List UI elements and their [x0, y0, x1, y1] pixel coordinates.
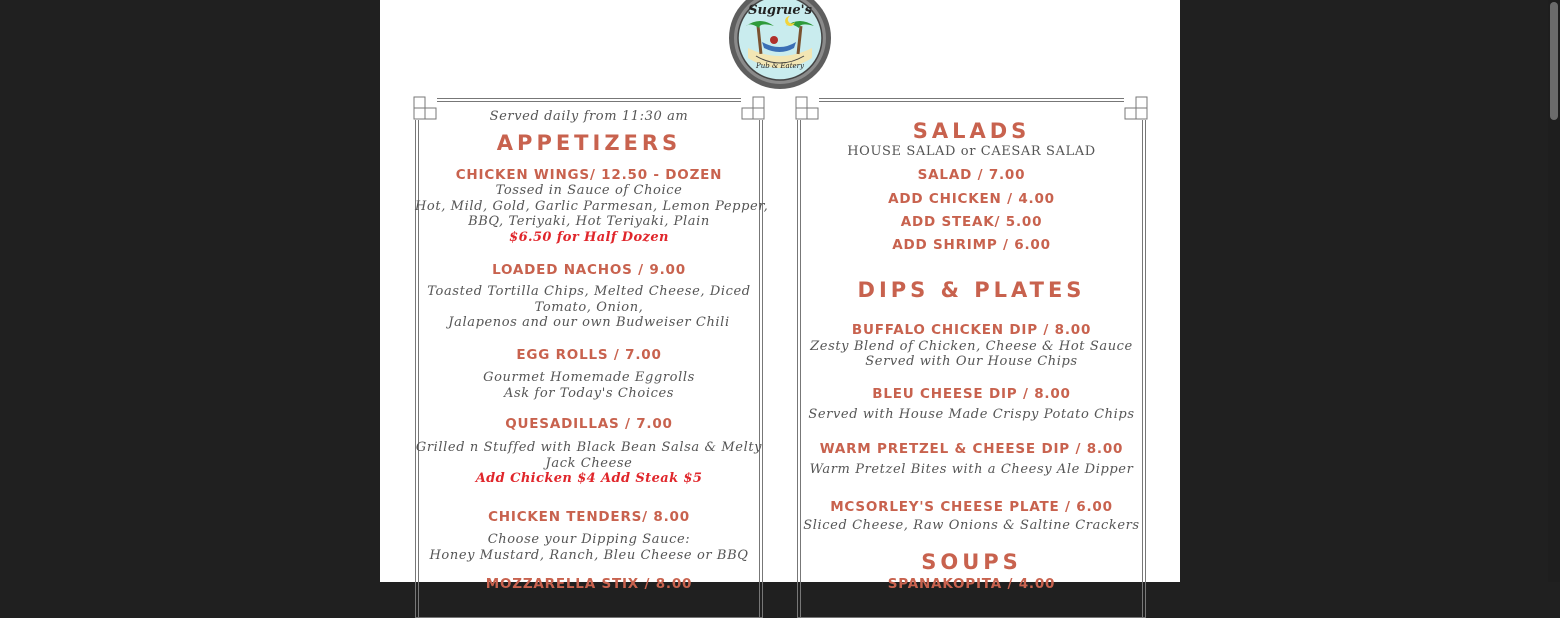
appetizers-title: APPETIZERS — [496, 131, 682, 155]
dips-title: DIPS & PLATES — [857, 278, 1086, 302]
item-description: Honey Mustard, Ranch, Bleu Cheese or BBQ — [429, 548, 749, 563]
item-egg-rolls: EGG ROLLS / 7.00 — [516, 347, 662, 363]
item-description: Choose your Dipping Sauce: — [487, 532, 691, 547]
item-loaded-nachos: LOADED NACHOS / 9.00 — [492, 262, 686, 278]
item-description: Warm Pretzel Bites with a Cheesy Ale Dipper — [809, 462, 1134, 477]
salad-add-chicken: ADD CHICKEN / 4.00 — [888, 191, 1055, 207]
item-description: Sliced Cheese, Raw Onions & Saltine Crackers — [803, 518, 1140, 533]
appetizers-panel — [415, 98, 769, 618]
item-description: Toasted Tortilla Chips, Melted Cheese, Diced — [427, 284, 751, 299]
salad-add-shrimp: ADD SHRIMP / 6.00 — [892, 237, 1051, 253]
logo-name: Sugrue's — [748, 3, 812, 18]
item-description: Grilled n Stuffed with Black Bean Salsa & Melty — [415, 440, 763, 455]
item-description: Tossed in Sauce of Choice — [495, 183, 683, 198]
item-description: Served with House Made Crispy Potato Chips — [808, 407, 1135, 422]
served-note: Served daily from 11:30 am — [489, 109, 689, 124]
salads-title: SALADS — [912, 119, 1031, 143]
item-chicken-tenders: CHICKEN TENDERS/ 8.00 — [488, 509, 690, 525]
item-description: Jack Cheese — [545, 456, 633, 471]
salad-add-steak: ADD STEAK/ 5.00 — [900, 214, 1043, 230]
salads-subtitle: HOUSE SALAD or CAESAR SALAD — [847, 144, 1096, 159]
sugrues-logo — [728, 0, 832, 90]
salads-dips-panel — [797, 98, 1146, 618]
menu-page — [380, 0, 1180, 592]
item-note: $6.50 for Half Dozen — [509, 230, 669, 245]
item-description: BBQ, Teriyaki, Hot Teriyaki, Plain — [468, 214, 710, 229]
item-mozzarella-stix: MOZZARELLA STIX / 8.00 — [485, 576, 693, 592]
item-description: Jalapenos and our own Budweiser Chili — [448, 315, 730, 330]
item-description: Ask for Today's Choices — [503, 386, 675, 401]
item-bleu-cheese-dip: BLEU CHEESE DIP / 8.00 — [872, 386, 1071, 402]
item-description: Served with Our House Chips — [865, 354, 1078, 369]
item-chicken-wings: CHICKEN WINGS/ 12.50 - DOZEN — [455, 167, 723, 183]
item-buffalo-chicken-dip: BUFFALO CHICKEN DIP / 8.00 — [851, 322, 1092, 338]
item-description: Hot, Mild, Gold, Garlic Parmesan, Lemon Pepper, — [415, 199, 769, 214]
item-warm-pretzel-dip: WARM PRETZEL & CHEESE DIP / 8.00 — [819, 441, 1124, 457]
soups-title: SOUPS — [921, 550, 1022, 574]
salad-price: SALAD / 7.00 — [917, 167, 1026, 183]
scrollbar[interactable] — [1548, 0, 1560, 582]
scrollbar-thumb[interactable] — [1550, 2, 1558, 120]
frame-corner-ornament — [1124, 96, 1148, 120]
logo-tagline: Pub & Eatery — [756, 62, 804, 70]
item-note: Add Chicken $4 Add Steak $5 — [475, 471, 703, 486]
item-mcsorleys-cheese-plate: MCSORLEY'S CHEESE PLATE / 6.00 — [830, 499, 1113, 515]
item-description: Tomato, Onion, — [534, 300, 644, 315]
item-description: Zesty Blend of Chicken, Cheese & Hot Sauce — [810, 339, 1133, 354]
frame-corner-ornament — [795, 96, 819, 120]
item-description: Gourmet Homemade Eggrolls — [483, 370, 695, 385]
item-quesadillas: QUESADILLAS / 7.00 — [505, 416, 673, 432]
item-spanakopita: SPANAKOPITA / 4.00 — [887, 576, 1056, 592]
